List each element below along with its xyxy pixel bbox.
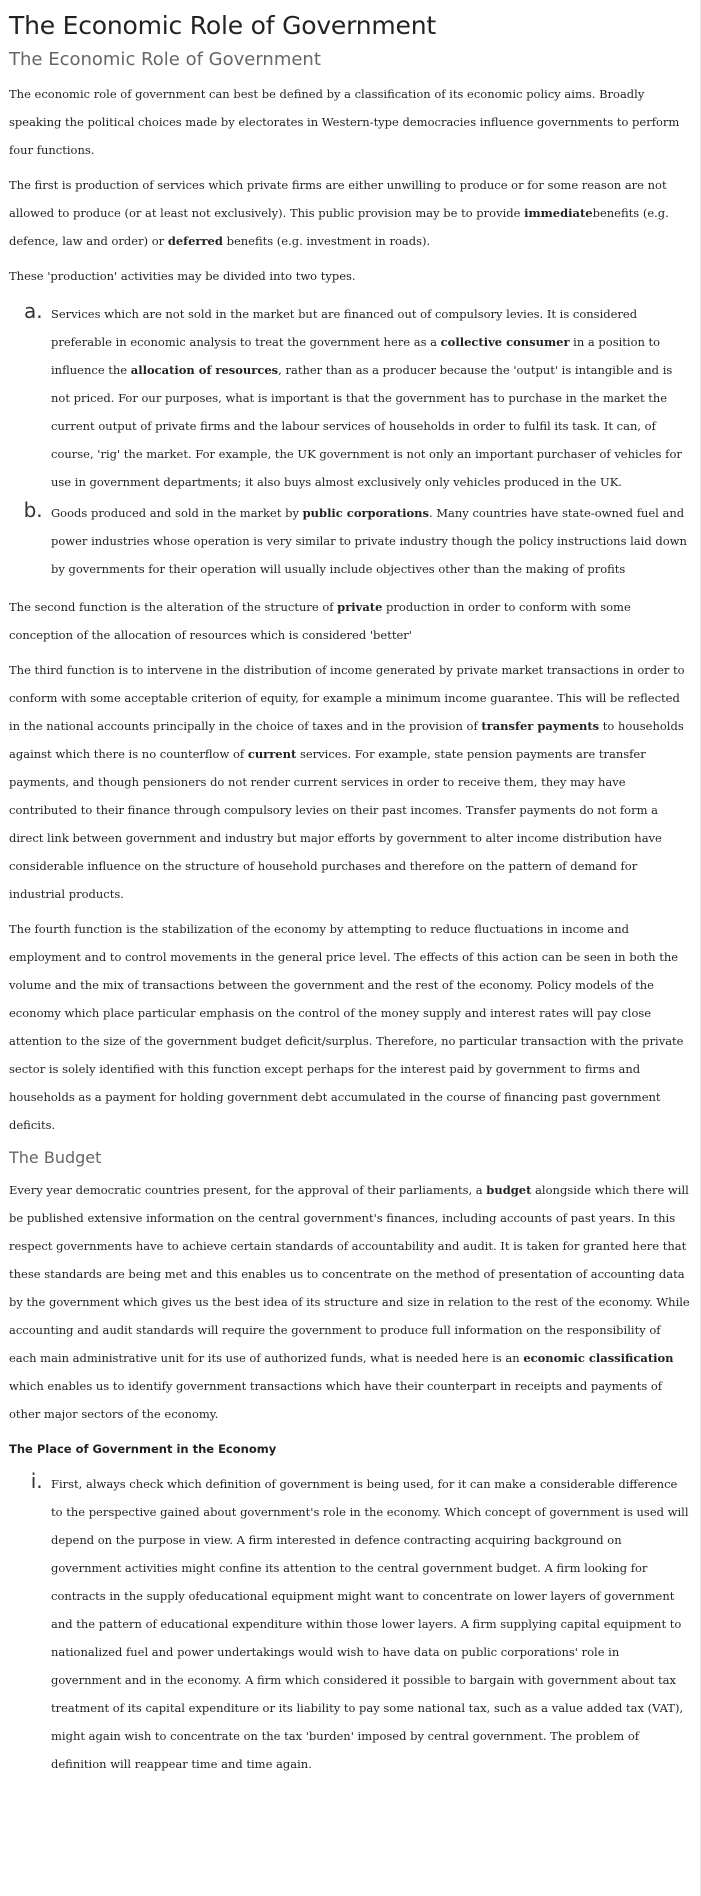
budget-heading: The Budget — [9, 1148, 102, 1167]
bold-term: public corporations — [302, 506, 429, 520]
fourth-function-paragraph: The fourth function is the stabilization of the economy by attempting to reduce fluctuations in income and employment and to control movements in the general price level. The effects of this action can be seen in both the volume and the mix of transactions between the government and the rest of the economy. Policy models of the economy which place particular emphasis on the control of the money supply and interest rates will pay close attention to the size of the government budget deficit/surplus. Therefore, no particular transaction with the private sector is solely identified with this function except perhaps for the interest paid by government to firms and households as a payment for holding government debt accumulated in the course of financing past government deficits. — [9, 922, 684, 1132]
text-run: The third function is to intervene in the distribution of income generated by private market transactions in order to conform with some acceptable criterion of equity, for example a minimum income guarantee. This will be reflected in the national accounts principally in the choice of taxes and in the provision of — [9, 663, 685, 733]
bold-term: budget — [486, 1183, 532, 1197]
text-run: , rather than as a producer because the 'output' is intangible and is not priced. For our purposes, what is important is that the government has to purchase in the market the current output of private firms and the labour services of households in order to fulfil its task. It can, of course, 'rig' the market. For example, the UK government is not only an important purchaser of vehicles for use in government departments; it also buys almost exclusively only vehicles produced in the UK. — [51, 363, 682, 489]
intro-paragraph: The economic role of government can best be defined by a classification of its economic policy aims. Broadly speaking the political choices made by electorates in Western-type democracies influence governments to perform four functions. — [9, 87, 680, 157]
text-run: Every year democratic countries present, for the approval of their parliaments, a — [9, 1183, 487, 1197]
second-function-paragraph — [9, 593, 691, 649]
first-function-paragraph — [9, 171, 691, 255]
text-run: Services which are not sold in the market but are financed out of compulsory levies. It is considered preferable in economic analysis to treat the government here as a — [51, 307, 638, 349]
text-run: to households against which there is no counterflow of — [9, 719, 684, 761]
page-title: The Economic Role of Government — [9, 11, 436, 40]
text-run: benefits (e.g. investment in roads). — [222, 234, 431, 248]
place-of-government-heading: The Place of Government in the Economy — [9, 1442, 277, 1456]
text-run: in a position to influence the — [51, 335, 661, 377]
list-item: i. First, always check which definition of government is being used, for it can make a considerable difference to the perspective gained about government's role in the economy. Which concept of government is used will depend on the purpose in view. A firm interested in defence contracting acquiring background on government activities might confine its attention to the central government budget. A firm looking for contracts in the supply ofeducational equipment might want to concentrate on lower layers of government and the pattern of educational expenditure within those lower layers. A firm supplying capital equipment to nationalized fuel and power undertakings would wish to have data on public corporations' role in government and in the economy. A firm which considered it possible to bargain with government about tax treatment of its capital expenditure or its liability to pay some national tax, such as a value added tax (VAT), might again wish to concentrate on the tax 'burden' imposed by central government. The problem of definition will reappear time and time again. — [49, 1467, 691, 1778]
bold-term: private — [337, 600, 383, 614]
text-run: which enables us to identify government transactions which have their counterpart in receipts and payments of other major sectors of the economy. — [9, 1379, 663, 1421]
bold-term: economic classification — [523, 1351, 674, 1365]
production-types-list — [9, 297, 691, 583]
third-function-paragraph — [9, 656, 691, 908]
text-run: benefits (e.g. defence, law and order) or — [9, 206, 669, 248]
text-run: The second function is the alteration of the structure of — [9, 600, 338, 614]
article-subtitle: The Economic Role of Government — [9, 49, 321, 70]
text-run: . Many countries have state-owned fuel and power industries whose operation is very similar to private industry though the policy instructions laid down by governments for their operation will usually include objectives other than the making of profits — [51, 506, 687, 576]
list-item — [49, 496, 691, 583]
bold-term: current — [247, 747, 297, 761]
text-run: alongside which there will be published extensive information on the central government's finances, including accounts of past years. In this respect governments have to achieve certain standards of accountability and audit. It is taken for granted here that these standards are being met and this enables us to concentrate on the method of presentation of accounting data by the government which gives us the best idea of its structure and size in relation to the rest of the economy. While accounting and audit standards will require the government to produce full information on the responsibility of each main administrative unit for its use of authorized funds, what is needed here is an — [9, 1183, 690, 1365]
bold-term: deferred — [167, 234, 223, 248]
bold-term: allocation of resources — [130, 363, 279, 377]
definition-list — [9, 1467, 691, 1778]
list-item — [49, 297, 691, 496]
bold-term: immediate — [524, 206, 593, 220]
bold-term: collective consumer — [440, 335, 570, 349]
bold-term: transfer payments — [481, 719, 600, 733]
text-run: The first is production of services which private firms are either unwilling to produce or for some reason are not allowed to produce (or at least not exclusively). This public provision may be to provide — [9, 178, 667, 220]
production-types-paragraph: These 'production' activities may be divided into two types. — [9, 269, 356, 283]
text-run: Goods produced and sold in the market by — [51, 506, 303, 520]
budget-paragraph — [9, 1176, 691, 1428]
text-run: production in order to conform with some conception of the allocation of resources which is considered 'better' — [9, 600, 631, 642]
text-run: services. For example, state pension payments are transfer payments, and though pensioners do not render current services in order to receive them, they may have contributed to their finance through compulsory levies on their past incomes. Transfer payments do not form a direct link between government and industry but major efforts by government to alter income distribution have considerable influence on the structure of household purchases and therefore on the pattern of demand for industrial products. — [9, 747, 662, 901]
